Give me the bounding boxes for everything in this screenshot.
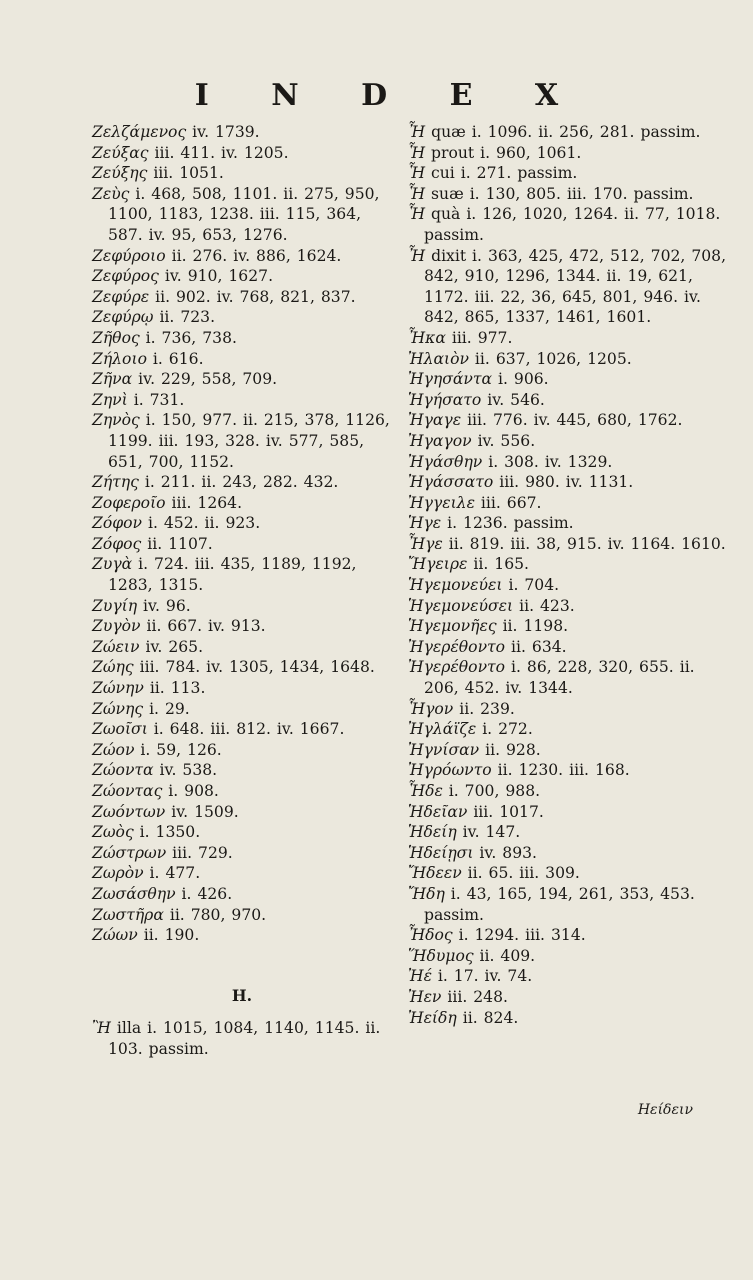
- entry-references: i. 704.: [502, 576, 560, 595]
- index-entry: [92, 925, 392, 946]
- index-entry: [92, 760, 392, 781]
- entry-references: i. 700, 988.: [442, 782, 541, 800]
- entry-references: iii. 1264.: [165, 493, 243, 512]
- entry-references: i. 29.: [143, 699, 190, 718]
- entry-references: i. 1236. passim.: [441, 514, 574, 533]
- index-entry: [92, 390, 392, 411]
- entry-references: i. 731.: [127, 390, 185, 409]
- entry-headword: Ζήλοιο: [92, 349, 147, 368]
- index-entry: [408, 452, 733, 473]
- entry-headword: Ἦ: [408, 123, 426, 141]
- index-entry: [408, 637, 733, 658]
- left-after-entry-list: [92, 1018, 392, 1059]
- entry-headword: Ἥδυμος: [408, 946, 474, 965]
- index-entry: [92, 513, 392, 534]
- entry-references: i. 272.: [476, 720, 533, 739]
- index-entry: [92, 349, 392, 370]
- entry-references: i. 908.: [162, 782, 219, 800]
- index-entry: [408, 349, 733, 370]
- entry-references: i. 616.: [146, 349, 204, 368]
- entry-references: ii. 634.: [505, 637, 567, 656]
- entry-references: i. 150, 977. ii. 215, 378, 1126, 1199. iii. 193, 328. iv. 577, 585, 651, 700, 1152.: [108, 411, 390, 471]
- entry-references: ii. 165.: [467, 555, 529, 574]
- entry-references: ii. 113.: [143, 679, 206, 698]
- entry-references: iii. 667.: [474, 493, 542, 512]
- entry-headword: Ζωρὸν: [92, 864, 144, 883]
- entry-headword: Ἠγγειλε: [408, 493, 475, 512]
- page-title: I N D E X: [194, 78, 585, 113]
- entry-references: iii. 411. iv. 1205.: [148, 143, 289, 162]
- entry-references: i. 452. ii. 923.: [142, 514, 261, 533]
- entry-references: iii. 1017.: [467, 802, 544, 821]
- index-entry: [92, 740, 392, 761]
- entry-references: ii. 65. iii. 309.: [461, 864, 580, 883]
- right-column: [408, 122, 733, 1028]
- entry-references: iv. 538.: [153, 761, 218, 780]
- index-entry: [92, 163, 392, 184]
- entry-headword: Ἠγνίσαν: [408, 740, 480, 759]
- entry-headword: Ζυγὰ: [92, 555, 133, 574]
- index-entry: [92, 781, 392, 802]
- entry-headword: Ἧ: [408, 205, 426, 224]
- index-entry: [92, 678, 392, 699]
- entry-headword: Ἠγάσθην: [408, 452, 483, 471]
- index-entry: [92, 184, 392, 246]
- entry-headword: Ἠγερέθοντο: [408, 658, 506, 677]
- entry-headword: Ζεφύρῳ: [92, 308, 154, 327]
- index-entry: [408, 719, 733, 740]
- index-entry: [408, 966, 733, 987]
- entry-headword: Ζῆνα: [92, 370, 133, 389]
- entry-headword: Ἦ: [408, 246, 426, 265]
- entry-headword: Ἡδεῖαν: [408, 802, 468, 821]
- entry-references: iii. 980. iv. 1131.: [493, 473, 634, 492]
- entry-references: iv. 229, 558, 709.: [132, 370, 278, 389]
- entry-headword: Ἤδη: [408, 884, 445, 903]
- entry-references: i. 59, 126.: [134, 740, 222, 759]
- index-entry: [92, 905, 392, 926]
- index-entry: [408, 204, 733, 245]
- entry-references: i. 1350.: [133, 823, 201, 842]
- entry-references: i. 211. ii. 243, 282. 432.: [138, 473, 339, 492]
- index-entry: [408, 802, 733, 823]
- entry-references: ii. 190.: [137, 926, 200, 945]
- entry-references: ii. 409.: [473, 946, 536, 965]
- index-entry: [92, 884, 392, 905]
- entry-references: i. 426.: [175, 884, 233, 903]
- index-entry: [92, 287, 392, 308]
- entry-references: iii. 977.: [445, 328, 513, 347]
- entry-references: i. 308. iv. 1329.: [482, 452, 613, 471]
- entry-headword: Ἠγλάϊζε: [408, 720, 477, 739]
- index-entry: [408, 431, 733, 452]
- entry-references: iii. 776. iv. 445, 680, 1762.: [461, 411, 683, 430]
- index-entry: [92, 307, 392, 328]
- index-entry: [92, 719, 392, 740]
- entry-headword: Ζηνὸς: [92, 411, 140, 430]
- left-entry-list: [92, 122, 392, 946]
- entry-headword: Ζώνην: [92, 679, 144, 698]
- entry-headword: Ζώνης: [92, 699, 144, 718]
- entry-headword: Ἤδεεν: [408, 864, 462, 883]
- entry-references: cui i. 271. passim.: [425, 164, 578, 183]
- entry-references: ii. 276. iv. 886, 1624.: [165, 246, 342, 265]
- entry-references: iii. 248.: [441, 987, 508, 1006]
- index-entry: [92, 246, 392, 267]
- entry-references: ii. 1198.: [496, 617, 569, 636]
- entry-headword: Ἡδείη: [408, 823, 457, 842]
- entry-headword: Ἠέ: [408, 967, 432, 986]
- index-entry: [408, 554, 733, 575]
- index-entry: [92, 472, 392, 493]
- entry-references: iv. 910, 1627.: [158, 267, 274, 286]
- entry-headword: Ἠγαγον: [408, 431, 472, 450]
- entry-headword: Ζυγίη: [92, 596, 138, 615]
- entry-references: prout i. 960, 1061.: [425, 143, 582, 162]
- entry-headword: Ζώειν: [92, 637, 140, 656]
- entry-headword: Ἧ: [408, 143, 426, 162]
- entry-references: iv. 893.: [473, 843, 537, 862]
- left-column: [92, 122, 392, 1060]
- entry-headword: Ζωστῆρα: [92, 905, 164, 924]
- index-entry: [408, 699, 733, 720]
- section-heading: H.: [231, 985, 253, 1005]
- index-entry: [408, 184, 733, 205]
- entry-headword: Ἡγεμονῆες: [408, 617, 497, 636]
- entry-headword: Ἧδε: [408, 782, 443, 800]
- entry-headword: Ζηνὶ: [92, 390, 128, 409]
- entry-headword: Ζώοντα: [92, 761, 154, 780]
- index-entry: [408, 863, 733, 884]
- entry-headword: Ἢ: [92, 1019, 111, 1038]
- entry-headword: Ἠεν: [408, 987, 442, 1006]
- entry-headword: Ζώης: [92, 658, 134, 677]
- entry-references: ii. 902. iv. 768, 821, 837.: [149, 287, 356, 306]
- index-entry: [408, 493, 733, 514]
- index-entry: [408, 369, 733, 390]
- entry-headword: Ἦδος: [408, 926, 453, 945]
- index-entry: [92, 534, 392, 555]
- entry-references: i. 648. iii. 812. iv. 1667.: [147, 720, 345, 739]
- entry-headword: Ἦκα: [408, 328, 446, 347]
- index-entry: [408, 246, 733, 328]
- entry-headword: Ἡγεμονεύει: [408, 576, 503, 595]
- entry-references: iv. 96.: [137, 596, 191, 615]
- index-entry: [408, 740, 733, 761]
- index-entry: [408, 410, 733, 431]
- entry-references: iv. 1739.: [186, 123, 260, 141]
- index-entry: [408, 575, 733, 596]
- index-entry: [408, 472, 733, 493]
- index-entry: [92, 266, 392, 287]
- index-entry: [408, 513, 733, 534]
- entry-references: iv. 546.: [481, 390, 545, 409]
- entry-headword: Ἡγήσατο: [408, 390, 482, 409]
- entry-references: i. 906.: [492, 370, 549, 389]
- entry-references: ii. 637, 1026, 1205.: [468, 349, 632, 368]
- entry-references: iii. 1051.: [147, 164, 224, 183]
- index-entry: [408, 534, 733, 555]
- index-entry: [408, 657, 733, 698]
- index-entry: [92, 410, 392, 472]
- index-entry: [408, 760, 733, 781]
- right-entry-list: [408, 122, 733, 1028]
- entry-headword: Ζῆθος: [92, 328, 140, 347]
- entry-headword: Ἧ: [408, 164, 426, 183]
- entry-references: quà i. 126, 1020, 1264. ii. 77, 1018. passim.: [424, 205, 721, 244]
- index-entry: [92, 637, 392, 658]
- entry-headword: Ζωὸς: [92, 823, 134, 842]
- entry-headword: Ἠγαγε: [408, 411, 462, 430]
- entry-headword: Ζεφύροιο: [92, 246, 166, 265]
- index-entry: [92, 843, 392, 864]
- entry-references: i. 736, 738.: [139, 328, 237, 347]
- index-entry: [408, 390, 733, 411]
- section-gap: [92, 946, 392, 986]
- entry-headword: Ζεφύρε: [92, 287, 150, 306]
- entry-references: ii. 667. iv. 913.: [140, 617, 266, 636]
- entry-headword: Ζεύξας: [92, 143, 149, 162]
- index-entry: [92, 143, 392, 164]
- entry-references: suæ i. 130, 805. iii. 170. passim.: [425, 184, 694, 203]
- entry-headword: Ζώον: [92, 740, 135, 759]
- index-entry: [92, 328, 392, 349]
- entry-references: i. 468, 508, 1101. ii. 275, 950, 1100, 1183, 1238. iii. 115, 364, 587. iv. 95, 653, 1276.: [108, 184, 380, 244]
- index-entry: [92, 863, 392, 884]
- entry-references: ii. 723.: [153, 308, 216, 327]
- entry-references: i. 17. iv. 74.: [431, 967, 533, 986]
- entry-headword: Ἦγε: [408, 534, 443, 553]
- entry-references: iv. 1509.: [165, 802, 239, 821]
- entry-references: ii. 824.: [456, 1008, 519, 1027]
- entry-references: ii. 1107.: [141, 534, 213, 553]
- index-entry: [408, 596, 733, 617]
- entry-headword: Ἠγησάντα: [408, 370, 493, 389]
- index-entry: [92, 616, 392, 637]
- entry-references: i. 1294. iii. 314.: [452, 926, 586, 945]
- entry-references: illa i. 1015, 1084, 1140, 1145. ii. 103. passim.: [108, 1019, 381, 1058]
- entry-references: i. 43, 165, 194, 261, 353, 453. passim.: [424, 884, 695, 924]
- index-entry: [408, 143, 733, 164]
- entry-headword: Ζυγὸν: [92, 617, 141, 636]
- entry-headword: Ἧγον: [408, 699, 454, 718]
- index-entry: [408, 781, 733, 802]
- entry-references: iv. 556.: [471, 431, 536, 450]
- index-entry: [408, 822, 733, 843]
- entry-headword: Ζώοντας: [92, 782, 163, 800]
- index-entry: [92, 822, 392, 843]
- index-entry: [408, 946, 733, 967]
- entry-references: i. 724. iii. 435, 1189, 1192, 1283, 1315.: [108, 555, 357, 595]
- index-entry: [92, 122, 392, 143]
- entry-references: ii. 928.: [479, 740, 541, 759]
- entry-references: ii. 819. iii. 38, 915. iv. 1164. 1610.: [442, 534, 726, 553]
- entry-headword: Ἡδείῃσι: [408, 843, 474, 862]
- catchword: Ηείδειν: [637, 1102, 693, 1118]
- entry-references: iv. 147.: [456, 823, 521, 842]
- entry-headword: Ζελζάμενος: [92, 123, 187, 141]
- index-entry: [92, 493, 392, 514]
- entry-headword: Ἤγειρε: [408, 555, 468, 574]
- entry-headword: Ἠγερέθοντο: [408, 637, 506, 656]
- entry-headword: Ἡγεμονεύσει: [408, 596, 514, 615]
- index-entry: [92, 657, 392, 678]
- entry-references: ii. 780, 970.: [163, 905, 267, 924]
- entry-references: dixit i. 363, 425, 472, 512, 702, 708, 842, 910, 1296, 1344. ii. 19, 621, 1172. iii. 22, 36, 645, 801, 946. iv. 842, 865, 1337, 1461, 1601.: [424, 246, 727, 327]
- entry-headword: Ζήτης: [92, 473, 139, 492]
- entry-headword: Ἠγρόωντο: [408, 761, 492, 780]
- entry-headword: Ἧ: [408, 184, 426, 203]
- index-entry: [408, 925, 733, 946]
- entry-references: ii. 423.: [513, 596, 575, 615]
- entry-headword: Ζώων: [92, 926, 138, 945]
- index-entry: [92, 554, 392, 595]
- entry-references: iv. 265.: [139, 637, 204, 656]
- entry-headword: Ζεύξης: [92, 164, 148, 183]
- index-entry: [408, 987, 733, 1008]
- entry-references: iii. 729.: [166, 843, 233, 862]
- index-entry: [92, 802, 392, 823]
- index-entry: [408, 884, 733, 925]
- entry-headword: Ἠείδη: [408, 1008, 457, 1027]
- index-entry: [92, 596, 392, 617]
- index-entry: [408, 163, 733, 184]
- index-entry: [92, 369, 392, 390]
- entry-references: i. 86, 228, 320, 655. ii. 206, 452. iv. 1344.: [424, 658, 695, 698]
- index-entry: [92, 699, 392, 720]
- entry-headword: Ζωόντων: [92, 802, 166, 821]
- index-entry: [408, 122, 733, 143]
- entry-headword: Ζεὺς: [92, 184, 130, 203]
- index-entry: [408, 1008, 733, 1029]
- entry-headword: Ἠλαιὸν: [408, 349, 469, 368]
- entry-headword: Ζώστρων: [92, 843, 167, 862]
- entry-headword: Ζωοῖσι: [92, 720, 148, 739]
- entry-headword: Ζεφύρος: [92, 267, 159, 286]
- entry-headword: Ζόφος: [92, 534, 142, 553]
- entry-headword: Ἡγε: [408, 514, 442, 533]
- entry-references: quæ i. 1096. ii. 256, 281. passim.: [425, 123, 701, 141]
- entry-references: ii. 1230. iii. 168.: [491, 761, 630, 780]
- entry-references: ii. 239.: [453, 699, 515, 718]
- index-entry: [408, 328, 733, 349]
- entry-references: iii. 784. iv. 1305, 1434, 1648.: [133, 658, 375, 677]
- index-entry: [92, 1018, 392, 1059]
- entry-headword: Ἠγάσσατο: [408, 473, 494, 492]
- entry-headword: Ζοφεροῖο: [92, 493, 166, 512]
- entry-references: i. 477.: [143, 864, 201, 883]
- entry-headword: Ζωσάσθην: [92, 884, 176, 903]
- index-entry: [408, 616, 733, 637]
- entry-headword: Ζόφον: [92, 514, 143, 533]
- index-entry: [408, 843, 733, 864]
